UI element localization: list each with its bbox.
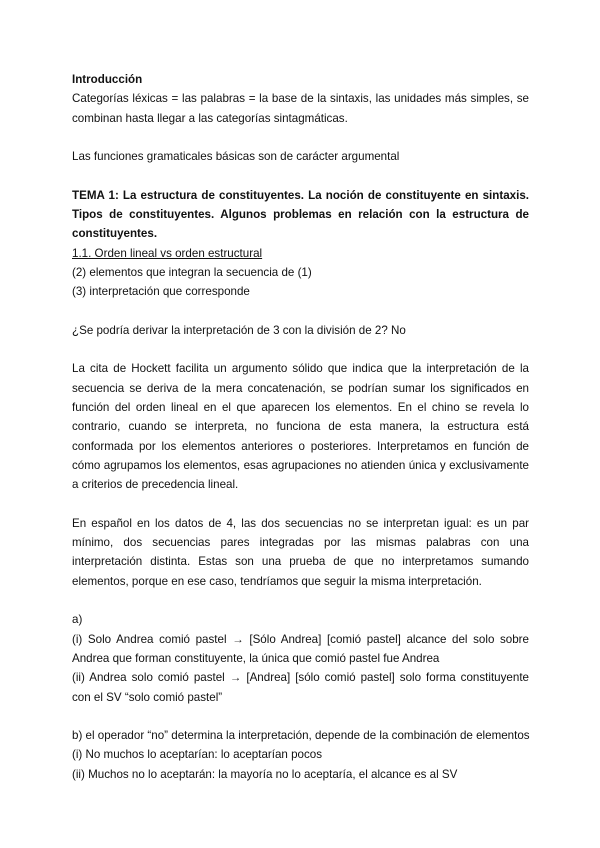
intro-heading: Introducción bbox=[72, 73, 143, 86]
example-a-label: a) bbox=[72, 613, 83, 627]
item-3: (3) interpretación que corresponde bbox=[72, 285, 250, 299]
item-2: (2) elementos que integran la secuencia de (1) bbox=[72, 265, 312, 279]
question-line: ¿Se podría derivar la interpretación de 3 con la división de 2? No bbox=[72, 323, 406, 337]
espanol-paragraph: En español en los datos de 4, las dos secuencias no se interpretan igual: es un par mínimo, dos secuencias pares integradas por las mismas palabras con una interpretación distinta. Estas son una prueba de que no interpretamos sumando elementos, porque en ese caso, tendríamos que seguir la misma interpretación. bbox=[72, 516, 529, 588]
example-a-ii: (ii) Andrea solo comió pastel → [Andrea] [sólo comió pastel] solo forma constituyente con el SV “solo comió pastel” bbox=[72, 671, 529, 704]
hockett-paragraph: La cita de Hockett facilita un argumento sólido que indica que la interpretación de la secuencia se deriva de la mera concatenación, se podrían sumar los significados en función del orden lineal en el que aparecen los elementos. En el chino se revela lo contrario, cuando se interpreta, no funciona de esta manera, la estructura está conformada por los elementos anteriores o posteriores. Interpretamos en función de cómo agrupamos los elementos, esas agrupaciones no atienden única y exclusivamente a criterios de precedencia lineal. bbox=[72, 362, 529, 492]
document-page bbox=[72, 70, 529, 784]
intro-paragraph: Categorías léxicas = las palabras = la base de la sintaxis, las unidades más simples, se combinan hasta llegar a las categorías sintagmáticas. bbox=[72, 92, 529, 125]
section-heading: 1.1. Orden lineal vs orden estructural bbox=[72, 246, 263, 260]
example-b-ii: (ii) Muchos no lo aceptarán: la mayoría no lo aceptaría, el alcance es al SV bbox=[72, 767, 458, 781]
example-b-intro: b) el operador “no” determina la interpretación, depende de la combinación de elementos bbox=[72, 729, 530, 743]
example-b-i: (i) No muchos lo aceptarían: lo aceptarían pocos bbox=[72, 748, 323, 762]
tema-title: TEMA 1: La estructura de constituyentes. La noción de constituyente en sintaxis. Tipos de constituyentes. Algunos problemas en relación con la estructura de constituyentes. bbox=[72, 188, 529, 241]
intro-functions-line: Las funciones gramaticales básicas son de carácter argumental bbox=[72, 150, 400, 164]
example-a-i: (i) Solo Andrea comió pastel → [Sólo Andrea] [comió pastel] alcance del solo sobre Andrea que forman constituyente, la única que comió pastel fue Andrea bbox=[72, 632, 529, 665]
